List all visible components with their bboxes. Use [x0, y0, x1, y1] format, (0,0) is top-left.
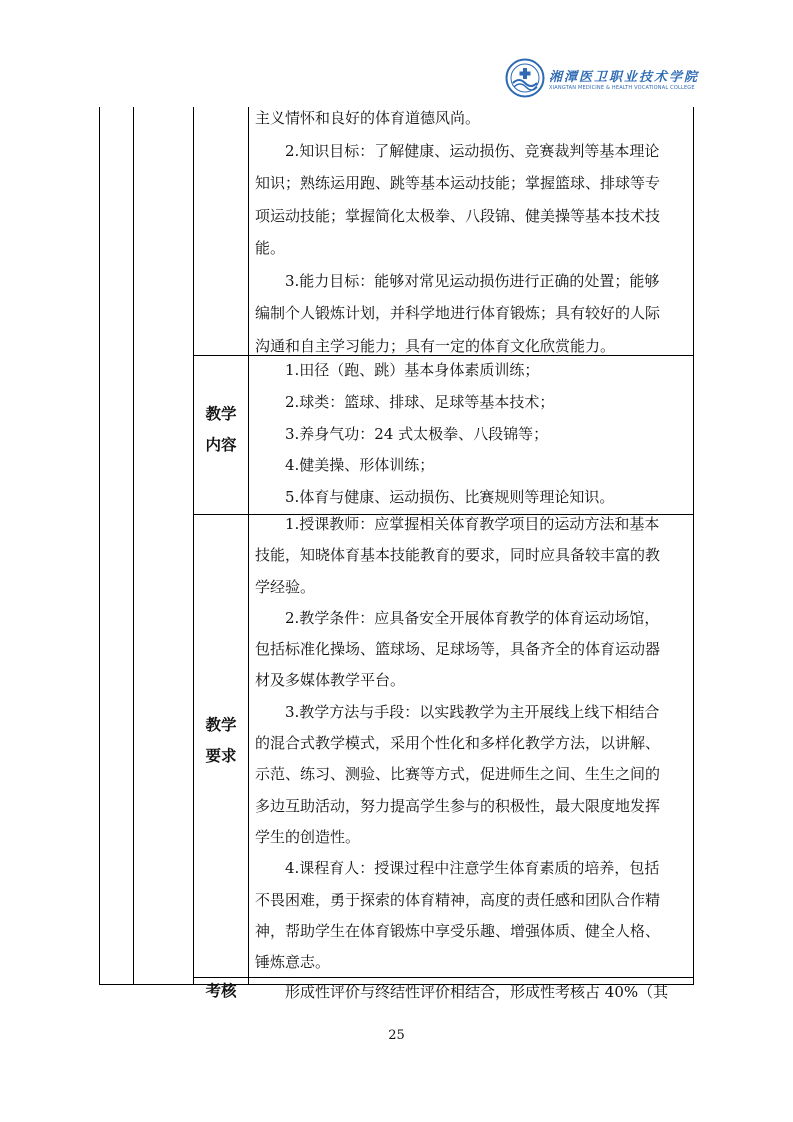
content-line: 5.体育与健康、运动损伤、比赛规则等理论知识。 — [285, 488, 615, 507]
content-line: 4.健美操、形体训练； — [285, 456, 435, 475]
requirements-line: 包括标准化操场、篮球场、足球场等，具备齐全的体育运动器 — [255, 640, 661, 659]
table-column-divider — [193, 107, 194, 985]
table-column-divider — [133, 107, 134, 985]
content-line: 3.养身气功：24 式太极拳、八段锦等； — [285, 424, 549, 443]
requirements-line: 材及多媒体教学平台。 — [255, 671, 406, 690]
table-border-right — [693, 107, 694, 985]
objectives-cell — [255, 102, 687, 362]
objectives-line: 能。 — [255, 239, 286, 257]
content-line: 2.球类：篮球、排球、足球等基本技术； — [285, 392, 555, 411]
college-name-cn: 湘潭医卫职业技术学院 — [549, 70, 700, 85]
assessment-line: 形成性评价与终结性评价相结合，形成性考核占 40%（其 — [285, 983, 669, 1001]
college-emblem-icon — [505, 58, 545, 98]
requirements-line: 3.教学方法与手段：以实践教学为主开展线上线下相结合 — [285, 702, 660, 721]
label-line: 教学 — [205, 716, 237, 734]
objectives-line: 项运动技能；掌握简化太极拳、八段锦、健美操等基本技术技 — [255, 206, 661, 225]
content-line: 1.田径（跑、跳）基本身体素质训练； — [285, 361, 540, 379]
requirements-line: 示范、练习、测验、比赛等方式，促进师生之间、生生之间的 — [255, 765, 661, 784]
objectives-line: 主义情怀和良好的体育道德风尚。 — [255, 109, 481, 127]
label-line: 教学 — [205, 405, 237, 423]
college-name-en: XIANGTAN MEDICINE & HEALTH VOCATIONAL COLLEGE — [549, 85, 695, 91]
requirements-line: 学经验。 — [255, 577, 316, 596]
label-line: 要求 — [205, 747, 237, 765]
requirements-line: 锤炼意志。 — [255, 953, 331, 972]
college-logo — [505, 58, 700, 102]
table-column-divider — [248, 107, 249, 985]
objectives-line: 3.能力目标：能够对常见运动损伤进行正确的处置；能够 — [285, 271, 660, 290]
teaching-requirements-cell — [255, 509, 687, 978]
requirements-line: 技能，知晓体育基本技能教育的要求，同时应具备较丰富的教 — [255, 546, 661, 565]
table-border-left — [99, 107, 100, 985]
objectives-line: 知识；熟练运用跑、跳等基本运动技能；掌握篮球、排球等专 — [255, 174, 661, 192]
requirements-line: 2.教学条件：应具备安全开展体育教学的体育运动场馆， — [285, 608, 660, 627]
teaching-requirements-label — [194, 710, 248, 772]
requirements-line: 1.授课教师：应掌握相关体育教学项目的运动方法和基本 — [285, 515, 660, 533]
label-line: 内容 — [205, 436, 237, 454]
requirements-line: 神，帮助学生在体育锻炼中享受乐趣、增强体质、健全人格、 — [255, 921, 661, 940]
requirements-line: 多边互助活动，努力提高学生参与的积极性，最大限度地发挥 — [255, 796, 661, 815]
teaching-content-label — [194, 399, 248, 461]
requirements-line: 4.课程育人：授课过程中注意学生体育素质的培养，包括 — [285, 859, 660, 878]
requirements-line: 不畏困难，勇于探索的体育精神，高度的责任感和团队合作精 — [255, 890, 661, 909]
requirements-line: 学生的创造性。 — [255, 827, 361, 846]
assessment-cell — [255, 977, 687, 1007]
objectives-line: 2.知识目标：了解健康、运动损伤、竞赛裁判等基本理论 — [285, 141, 660, 160]
objectives-line: 沟通和自主学习能力；具有一定的体育文化欣赏能力。 — [255, 336, 616, 355]
teaching-content-cell — [255, 355, 687, 514]
assessment-label: 考核 — [205, 982, 237, 1000]
objectives-line: 编制个人锻炼计划，并科学地进行体育锻炼；具有较好的人际 — [255, 304, 661, 322]
requirements-line: 的混合式教学模式，采用个性化和多样化教学方法，以讲解、 — [255, 734, 661, 753]
page-number: 25 — [388, 1028, 405, 1043]
